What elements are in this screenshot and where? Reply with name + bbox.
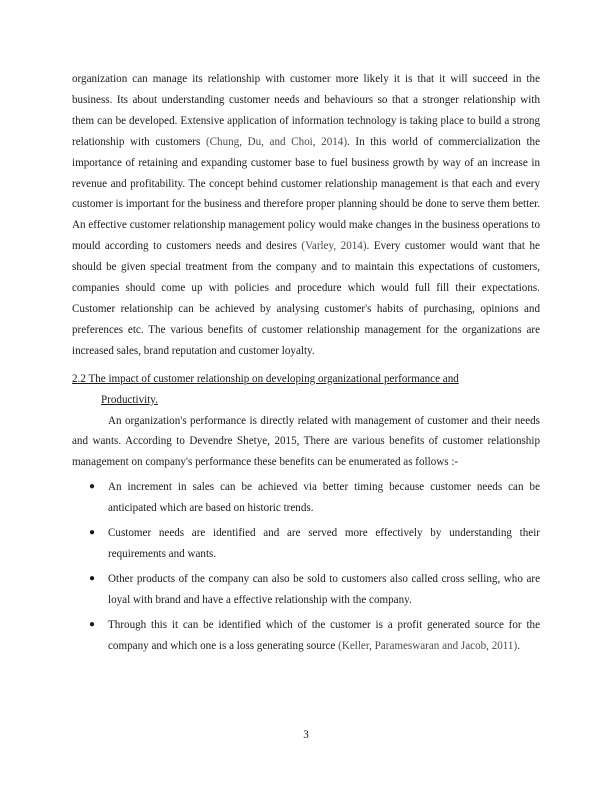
list-item-text: Other products of the company can also be sold to customers also called cross selling, who are loyal with brand and have a effective relationship with the company. [108, 572, 540, 606]
bullet-icon: ● [89, 527, 96, 539]
list-item [72, 615, 540, 657]
bullet-icon: ● [89, 618, 96, 630]
list-item [72, 569, 540, 611]
paragraph-text: organization can manage its relationship with customer more likely it is that it will succeed in the business. Its about understanding customer needs and behaviours so that a stronger relationship with them can be developed. Extensive application of information technology is taking place to build a strong relationship with customers [72, 73, 540, 148]
paragraph-text: . Every customer would want that he should be given special treatment from the company and to maintain this expectations of customers, companies should come up with policies and procedure which would full fill their expectations. Customer relationship can be achieved by analysing customer's habits of purchasing, opinions and preferences etc. The various benefits of customer relationship management for the organizations are increased sales, brand reputation and customer loyalty. [72, 240, 540, 357]
bullet-icon: ● [89, 572, 96, 584]
citation: (Keller, Parameswaran and Jacob, 2011) [338, 639, 518, 652]
list-item-text: . [517, 639, 520, 652]
section-heading [72, 369, 540, 411]
list-item-text: Through this it can be identified which of the customer is a profit generated source for the company and which one is a loss generating source [108, 618, 540, 652]
citation: (Chung, Du, and Choi, 2014) [205, 135, 348, 148]
list-item [72, 523, 540, 565]
list-item-text: Customer needs are identified and are served more effectively by understanding their requirements and wants. [108, 527, 540, 560]
page-content [72, 69, 540, 660]
list-item-text: An increment in sales can be achieved via better timing because customer needs can be anticipated which are based on historic trends. [108, 481, 540, 515]
bullet-list [72, 477, 540, 656]
bullet-icon: ● [89, 481, 96, 493]
section-heading-line: 2.2 The impact of customer relationship on developing organizational performance and [72, 372, 459, 385]
body-paragraph [72, 69, 540, 362]
paragraph-text: . In this world of commercialization the importance of retaining and expanding customer base to fuel business growth by way of an increase in revenue and profitability. The concept behind customer relationship management is that each and every customer is important for the business and therefore proper planning should be done to serve them better. An effective customer relationship management policy would make changes in the business operations to mould according to customers needs and desires [72, 135, 541, 253]
body-paragraph: An organization's performance is directly related with management of customer and their needs and wants. According to Devendre Shetye, 2015, There are various benefits of customer relationship management on company's performance these benefits can be enumerated as follows :- [72, 414, 540, 469]
page-number: 3 [303, 729, 309, 741]
citation: (Varley, 2014) [301, 240, 367, 253]
list-item [72, 477, 540, 519]
section-heading-line: Productivity. [101, 393, 158, 406]
